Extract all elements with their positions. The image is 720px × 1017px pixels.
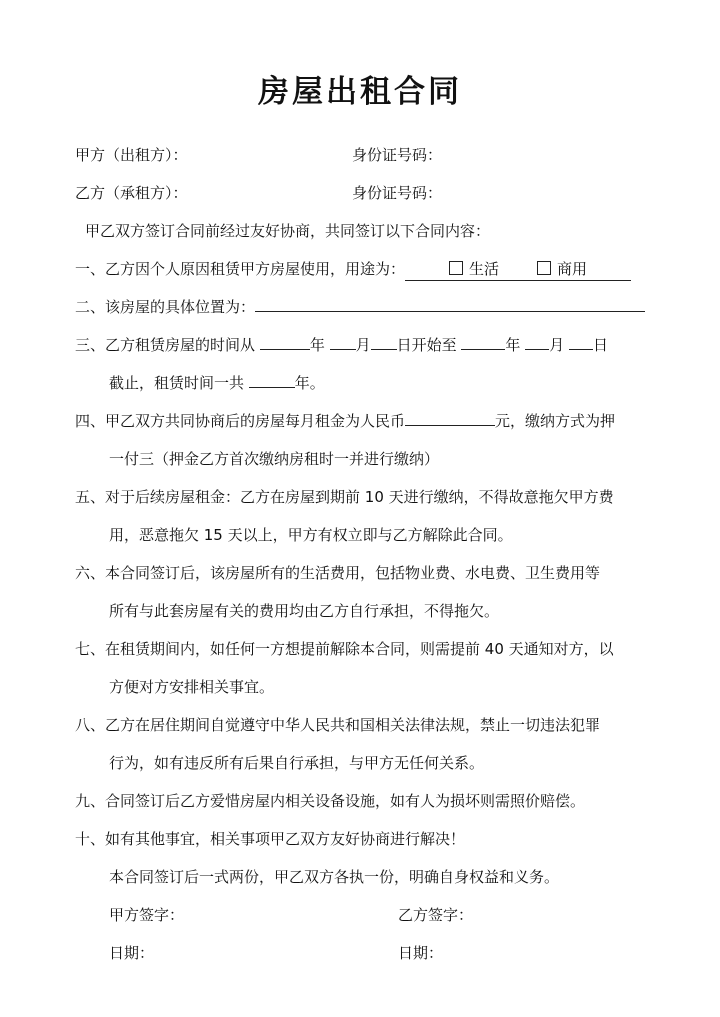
start-day-blank[interactable] <box>371 335 397 350</box>
page-title: 房屋出租合同 <box>258 74 462 110</box>
clause-4-text-2: 元，缴纳方式为押 <box>495 412 616 430</box>
clause-7-text: 在租赁期间内，如任何一方想提前解除本合同，则需提前 40 天通知对方，以 <box>105 640 614 658</box>
party-a-signature-label: 甲方签字： <box>109 906 185 924</box>
day-from-label: 日开始至 <box>396 336 457 354</box>
party-b-signature-label: 乙方签字： <box>398 906 474 924</box>
month-label-2: 月 <box>549 336 565 354</box>
clause-3-year-suffix: 年。 <box>294 374 325 392</box>
option-commercial-checkbox[interactable] <box>537 261 551 275</box>
clause-9-text: 合同签订后乙方爱惜房屋内相关设备设施，如有人为损坏则需照价赔偿。 <box>105 792 586 810</box>
start-month-blank[interactable] <box>330 335 356 350</box>
party-a-date-label: 日期： <box>109 944 155 962</box>
start-year-blank[interactable] <box>260 335 310 350</box>
location-blank[interactable] <box>255 297 645 312</box>
clause-3-line-2 <box>109 373 325 393</box>
clause-2 <box>75 297 645 317</box>
party-a-id-label: 身份证号码： <box>352 146 443 164</box>
clause-8-line-2: 行为，如有违反所有后果自行承担，与甲方无任何关系。 <box>109 754 485 772</box>
month-label: 月 <box>355 336 371 354</box>
party-a-label: 甲方（出租方）： <box>75 146 188 164</box>
end-year-blank[interactable] <box>461 335 505 350</box>
end-day-blank[interactable] <box>569 335 593 350</box>
clause-5-line-2: 用，恶意拖欠 15 天以上，甲方有权立即与乙方解除此合同。 <box>109 526 513 544</box>
option-living-label: 生活 <box>469 260 500 278</box>
clause-1-options <box>405 259 631 281</box>
clause-3-line-1 <box>75 335 608 355</box>
duration-years-blank[interactable] <box>249 373 295 388</box>
clause-5-text: 对于后续房屋租金：乙方在房屋到期前 10 天进行缴纳，不得故意拖欠甲方费 <box>105 488 614 506</box>
clause-7-line-1 <box>75 639 614 659</box>
option-living-checkbox[interactable] <box>449 261 463 275</box>
clause-1-num: 一、 <box>75 260 106 278</box>
day-label-2: 日 <box>593 336 609 354</box>
intro-text: 甲乙双方签订合同前经过友好协商，共同签订以下合同内容： <box>85 222 491 240</box>
year-label-2: 年 <box>505 336 521 354</box>
clause-8-line-1 <box>75 715 600 735</box>
clause-8-text: 乙方在居住期间自觉遵守中华人民共和国相关法律法规，禁止一切违法犯罪 <box>105 716 601 734</box>
option-commercial-label: 商用 <box>557 260 588 278</box>
clause-3-duration-text: 截止，租赁时间一共 <box>109 374 245 392</box>
clause-4-line-2: 一付三（押金乙方首次缴纳房租时一并进行缴纳） <box>109 450 440 468</box>
clause-7-line-2: 方便对方安排相关事宜。 <box>109 678 275 696</box>
clause-1-text: 乙方因个人原因租赁甲方房屋使用，用途为： <box>105 260 406 278</box>
clause-8-num: 八、 <box>75 716 106 734</box>
clause-1 <box>75 259 631 281</box>
clause-6-line-2: 所有与此套房屋有关的费用均由乙方自行承担，不得拖欠。 <box>109 602 500 620</box>
clause-4-line-1 <box>75 411 615 431</box>
clause-3-num: 三、 <box>75 336 106 354</box>
clause-6-line-1 <box>75 563 600 583</box>
clause-4-num: 四、 <box>75 412 106 430</box>
clause-6-text: 本合同签订后，该房屋所有的生活费用，包括物业费、水电费、卫生费用等 <box>105 564 601 582</box>
year-label: 年 <box>309 336 325 354</box>
clause-2-text: 该房屋的具体位置为： <box>105 298 256 316</box>
end-month-blank[interactable] <box>525 335 549 350</box>
clause-10-text: 如有其他事宜，相关事项甲乙双方友好协商进行解决！ <box>105 830 466 848</box>
clause-10 <box>75 829 465 849</box>
party-b-date-label: 日期： <box>398 944 444 962</box>
clause-10-num: 十、 <box>75 830 106 848</box>
closing-text: 本合同签订后一式两份，甲乙双方各执一份，明确自身权益和义务。 <box>109 868 560 886</box>
clause-4-text: 甲乙双方共同协商后的房屋每月租金为人民币 <box>105 412 406 430</box>
clause-7-num: 七、 <box>75 640 106 658</box>
party-b-id-label: 身份证号码： <box>352 184 443 202</box>
clause-5-line-1 <box>75 487 614 507</box>
clause-3-text: 乙方租赁房屋的时间从 <box>105 336 256 354</box>
clause-2-num: 二、 <box>75 298 106 316</box>
clause-5-num: 五、 <box>75 488 106 506</box>
rent-amount-blank[interactable] <box>405 411 495 426</box>
clause-9 <box>75 791 585 811</box>
party-b-label: 乙方（承租方）： <box>75 184 188 202</box>
clause-6-num: 六、 <box>75 564 106 582</box>
clause-9-num: 九、 <box>75 792 106 810</box>
